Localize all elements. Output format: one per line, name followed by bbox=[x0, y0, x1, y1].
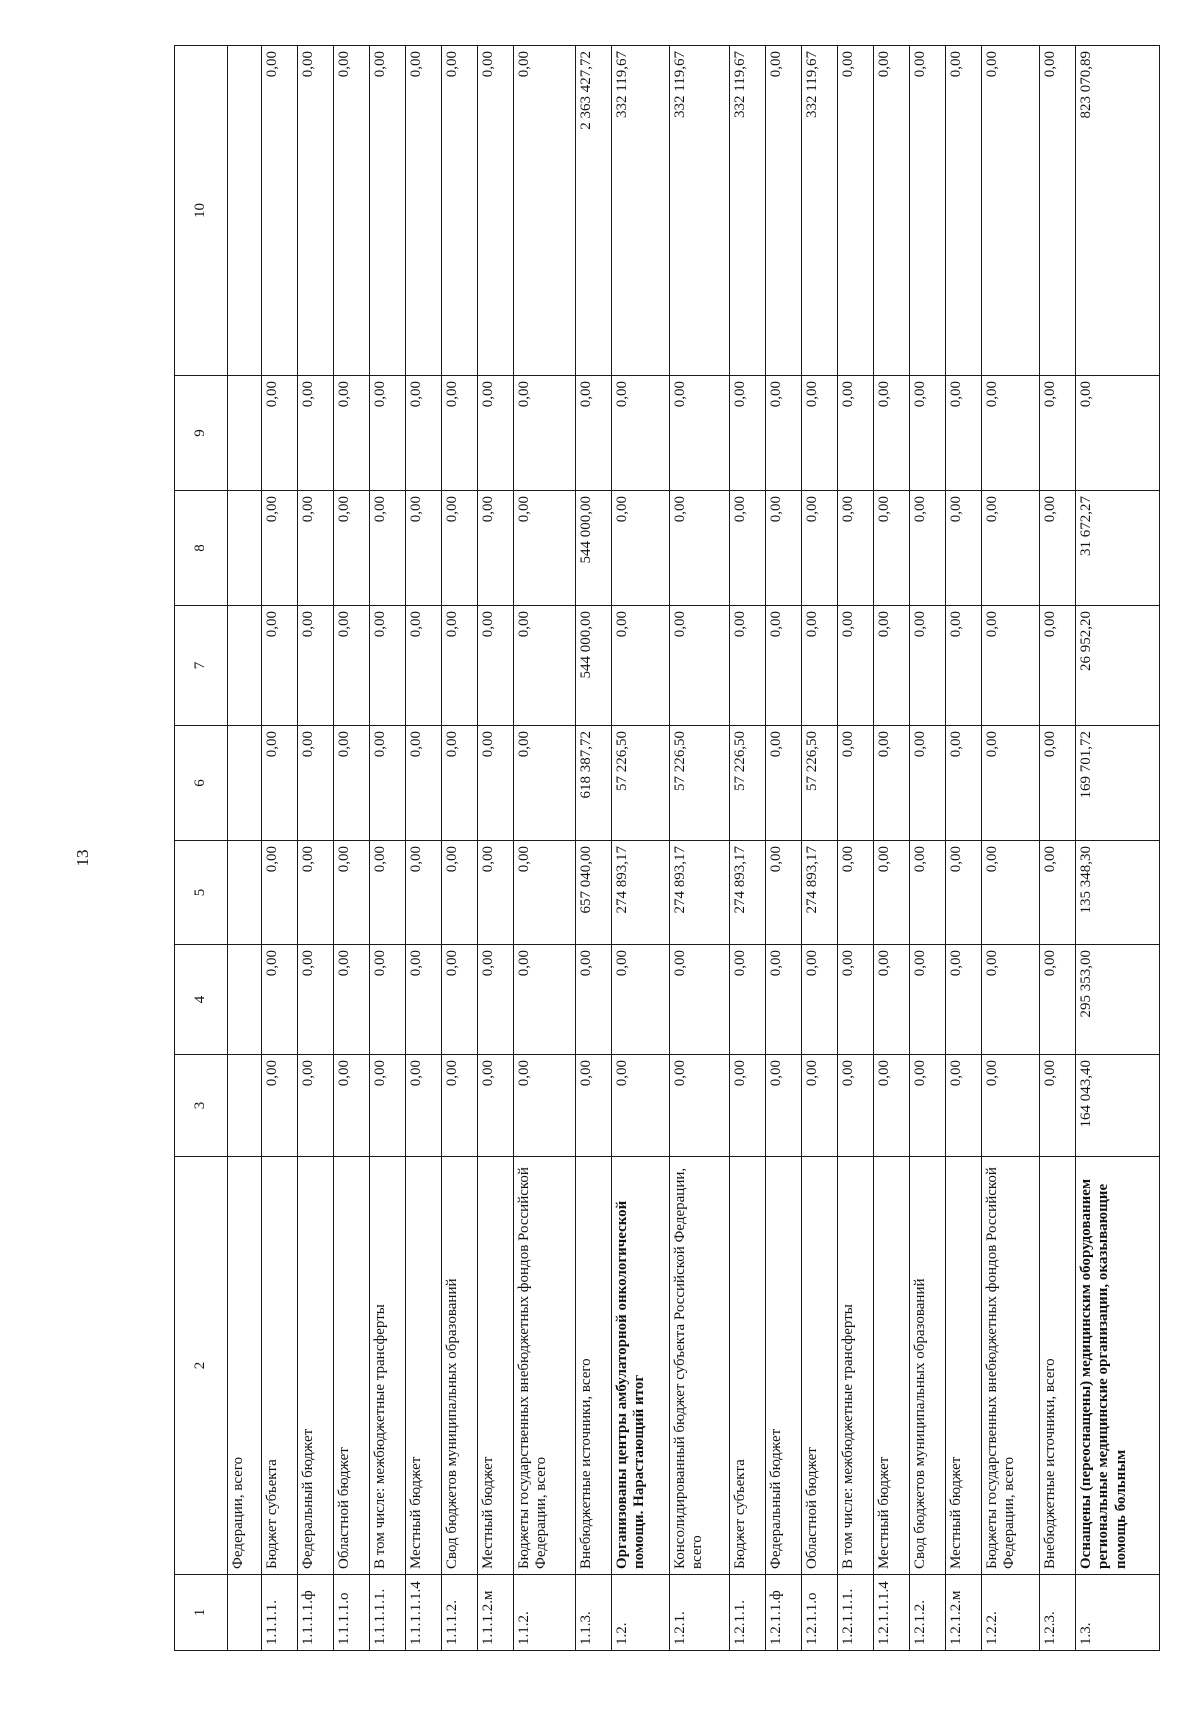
value-cell-col-5: 0,00 bbox=[478, 841, 514, 945]
value-cell-col-8: 0,00 bbox=[334, 491, 370, 606]
value-cell-col-6: 0,00 bbox=[298, 726, 334, 841]
row-code: 1.2.3. bbox=[1040, 1575, 1076, 1651]
value-cell-col-3: 0,00 bbox=[612, 1055, 670, 1157]
row-name: Местный бюджет bbox=[406, 1157, 442, 1575]
row-name: Местный бюджет bbox=[946, 1157, 982, 1575]
value-cell-col-8: 0,00 bbox=[670, 491, 730, 606]
value-cell-col-9: 0,00 bbox=[478, 376, 514, 491]
value-cell-col-6: 0,00 bbox=[910, 726, 946, 841]
row-code: 1.1.1.2. bbox=[442, 1575, 478, 1651]
value-cell-col-10: 0,00 bbox=[514, 46, 576, 376]
table-header bbox=[175, 46, 228, 1651]
value-cell-col-10: 332 119,67 bbox=[730, 46, 766, 376]
column-header-5: 5 bbox=[175, 841, 228, 945]
value-cell-col-7: 0,00 bbox=[612, 606, 670, 726]
value-cell-col-5: 0,00 bbox=[946, 841, 982, 945]
row-name: Организованы центры амбулаторной онкологической помощи. Нарастающий итог bbox=[612, 1157, 670, 1575]
row-code: 1.2.1.1.1. bbox=[838, 1575, 874, 1651]
value-cell-col-10: 0,00 bbox=[334, 46, 370, 376]
value-cell-col-3: 0,00 bbox=[478, 1055, 514, 1157]
value-cell-col-6: 0,00 bbox=[838, 726, 874, 841]
value-cell-col-10 bbox=[228, 46, 262, 376]
table-row bbox=[612, 46, 670, 1651]
value-cell-col-8: 0,00 bbox=[910, 491, 946, 606]
row-code: 1.2.1.1.ф bbox=[766, 1575, 802, 1651]
table-row bbox=[262, 46, 298, 1651]
value-cell-col-8: 0,00 bbox=[514, 491, 576, 606]
table-row bbox=[334, 46, 370, 1651]
table-row bbox=[802, 46, 838, 1651]
value-cell-col-4: 0,00 bbox=[874, 945, 910, 1055]
value-cell-col-7: 0,00 bbox=[730, 606, 766, 726]
value-cell-col-3: 0,00 bbox=[730, 1055, 766, 1157]
row-name: Местный бюджет bbox=[874, 1157, 910, 1575]
value-cell-col-5: 274 893,17 bbox=[670, 841, 730, 945]
table-row bbox=[946, 46, 982, 1651]
value-cell-col-10: 0,00 bbox=[838, 46, 874, 376]
row-name: Областной бюджет bbox=[334, 1157, 370, 1575]
value-cell-col-4: 0,00 bbox=[910, 945, 946, 1055]
value-cell-col-7: 0,00 bbox=[478, 606, 514, 726]
row-code: 1.1.1.1.1. bbox=[370, 1575, 406, 1651]
value-cell-col-9: 0,00 bbox=[1040, 376, 1076, 491]
column-header-3: 3 bbox=[175, 1055, 228, 1157]
value-cell-col-7: 0,00 bbox=[982, 606, 1040, 726]
value-cell-col-9: 0,00 bbox=[1076, 376, 1160, 491]
table-body bbox=[228, 46, 1160, 1651]
value-cell-col-9: 0,00 bbox=[802, 376, 838, 491]
value-cell-col-10: 332 119,67 bbox=[802, 46, 838, 376]
value-cell-col-3: 0,00 bbox=[670, 1055, 730, 1157]
value-cell-col-4: 0,00 bbox=[612, 945, 670, 1055]
value-cell-col-7: 0,00 bbox=[910, 606, 946, 726]
row-code: 1.1.1.1.о bbox=[334, 1575, 370, 1651]
row-name: Внебюджетные источники, всего bbox=[1040, 1157, 1076, 1575]
value-cell-col-5: 0,00 bbox=[766, 841, 802, 945]
value-cell-col-9: 0,00 bbox=[910, 376, 946, 491]
value-cell-col-8: 0,00 bbox=[946, 491, 982, 606]
value-cell-col-5: 274 893,17 bbox=[730, 841, 766, 945]
value-cell-col-7: 0,00 bbox=[1040, 606, 1076, 726]
value-cell-col-9: 0,00 bbox=[298, 376, 334, 491]
row-name: Федеральный бюджет bbox=[766, 1157, 802, 1575]
value-cell-col-4: 0,00 bbox=[730, 945, 766, 1055]
value-cell-col-7: 0,00 bbox=[802, 606, 838, 726]
row-code: 1.2.2. bbox=[982, 1575, 1040, 1651]
value-cell-col-3: 0,00 bbox=[910, 1055, 946, 1157]
value-cell-col-4: 0,00 bbox=[514, 945, 576, 1055]
row-name: Консолидированный бюджет субъекта Российской Федерации, всего bbox=[670, 1157, 730, 1575]
table-row bbox=[670, 46, 730, 1651]
value-cell-col-7: 0,00 bbox=[334, 606, 370, 726]
row-code: 1.1.1.2.м bbox=[478, 1575, 514, 1651]
value-cell-col-8: 0,00 bbox=[802, 491, 838, 606]
value-cell-col-8: 544 000,00 bbox=[576, 491, 612, 606]
value-cell-col-10: 0,00 bbox=[1040, 46, 1076, 376]
table-row bbox=[1040, 46, 1076, 1651]
value-cell-col-4: 0,00 bbox=[802, 945, 838, 1055]
value-cell-col-6: 0,00 bbox=[766, 726, 802, 841]
row-name: Свод бюджетов муниципальных образований bbox=[910, 1157, 946, 1575]
value-cell-col-8: 0,00 bbox=[612, 491, 670, 606]
value-cell-col-3: 0,00 bbox=[334, 1055, 370, 1157]
value-cell-col-10: 0,00 bbox=[874, 46, 910, 376]
value-cell-col-6: 0,00 bbox=[946, 726, 982, 841]
value-cell-col-4: 0,00 bbox=[838, 945, 874, 1055]
value-cell-col-10: 2 363 427,72 bbox=[576, 46, 612, 376]
table-row bbox=[766, 46, 802, 1651]
value-cell-col-5: 0,00 bbox=[514, 841, 576, 945]
value-cell-col-6: 57 226,50 bbox=[730, 726, 766, 841]
value-cell-col-3: 0,00 bbox=[874, 1055, 910, 1157]
value-cell-col-9: 0,00 bbox=[730, 376, 766, 491]
value-cell-col-9: 0,00 bbox=[442, 376, 478, 491]
value-cell-col-4: 0,00 bbox=[298, 945, 334, 1055]
value-cell-col-4: 0,00 bbox=[262, 945, 298, 1055]
value-cell-col-3: 0,00 bbox=[576, 1055, 612, 1157]
value-cell-col-9: 0,00 bbox=[514, 376, 576, 491]
value-cell-col-4: 295 353,00 bbox=[1076, 945, 1160, 1055]
row-name: В том числе: межбюджетные трансферты bbox=[838, 1157, 874, 1575]
table-row bbox=[576, 46, 612, 1651]
table-row bbox=[874, 46, 910, 1651]
value-cell-col-9: 0,00 bbox=[670, 376, 730, 491]
value-cell-col-8: 0,00 bbox=[478, 491, 514, 606]
value-cell-col-4: 0,00 bbox=[576, 945, 612, 1055]
row-name: Оснащены (переоснащены) медицинским оборудованием региональные медицинские организации, оказывающие помощь больным bbox=[1076, 1157, 1160, 1575]
value-cell-col-8: 0,00 bbox=[874, 491, 910, 606]
row-code: 1.2.1. bbox=[670, 1575, 730, 1651]
value-cell-col-9: 0,00 bbox=[334, 376, 370, 491]
value-cell-col-6: 0,00 bbox=[442, 726, 478, 841]
row-code: 1.2.1.1. bbox=[730, 1575, 766, 1651]
value-cell-col-3: 0,00 bbox=[802, 1055, 838, 1157]
value-cell-col-8: 0,00 bbox=[1040, 491, 1076, 606]
value-cell-col-4: 0,00 bbox=[334, 945, 370, 1055]
value-cell-col-9: 0,00 bbox=[262, 376, 298, 491]
value-cell-col-4: 0,00 bbox=[370, 945, 406, 1055]
value-cell-col-9 bbox=[228, 376, 262, 491]
value-cell-col-3: 0,00 bbox=[442, 1055, 478, 1157]
table-row bbox=[228, 46, 262, 1651]
value-cell-col-10: 0,00 bbox=[370, 46, 406, 376]
row-code: 1.2.1.2.м bbox=[946, 1575, 982, 1651]
value-cell-col-7: 0,00 bbox=[946, 606, 982, 726]
value-cell-col-7: 0,00 bbox=[670, 606, 730, 726]
row-name: Федерации, всего bbox=[228, 1157, 262, 1575]
value-cell-col-9: 0,00 bbox=[874, 376, 910, 491]
value-cell-col-3: 0,00 bbox=[946, 1055, 982, 1157]
value-cell-col-4: 0,00 bbox=[1040, 945, 1076, 1055]
value-cell-col-5: 0,00 bbox=[910, 841, 946, 945]
value-cell-col-10: 0,00 bbox=[442, 46, 478, 376]
column-header-8: 8 bbox=[175, 491, 228, 606]
value-cell-col-10: 332 119,67 bbox=[670, 46, 730, 376]
row-code: 1.1.1.1.ф bbox=[298, 1575, 334, 1651]
value-cell-col-10: 0,00 bbox=[946, 46, 982, 376]
value-cell-col-5: 657 040,00 bbox=[576, 841, 612, 945]
value-cell-col-9: 0,00 bbox=[370, 376, 406, 491]
column-header-9: 9 bbox=[175, 376, 228, 491]
value-cell-col-7: 0,00 bbox=[298, 606, 334, 726]
value-cell-col-6: 0,00 bbox=[478, 726, 514, 841]
value-cell-col-4: 0,00 bbox=[670, 945, 730, 1055]
value-cell-col-10: 0,00 bbox=[478, 46, 514, 376]
value-cell-col-5: 0,00 bbox=[1040, 841, 1076, 945]
table-row bbox=[442, 46, 478, 1651]
column-header-6: 6 bbox=[175, 726, 228, 841]
value-cell-col-6: 0,00 bbox=[262, 726, 298, 841]
value-cell-col-8: 0,00 bbox=[370, 491, 406, 606]
row-code: 1.2.1.1.1.4 bbox=[874, 1575, 910, 1651]
value-cell-col-4: 0,00 bbox=[442, 945, 478, 1055]
table-row bbox=[730, 46, 766, 1651]
value-cell-col-5: 0,00 bbox=[298, 841, 334, 945]
value-cell-col-10: 0,00 bbox=[982, 46, 1040, 376]
value-cell-col-5: 0,00 bbox=[874, 841, 910, 945]
value-cell-col-8: 0,00 bbox=[262, 491, 298, 606]
value-cell-col-7 bbox=[228, 606, 262, 726]
value-cell-col-7: 0,00 bbox=[766, 606, 802, 726]
table-row bbox=[298, 46, 334, 1651]
value-cell-col-5: 0,00 bbox=[262, 841, 298, 945]
row-code: 1.2. bbox=[612, 1575, 670, 1651]
value-cell-col-8: 0,00 bbox=[838, 491, 874, 606]
value-cell-col-3: 0,00 bbox=[370, 1055, 406, 1157]
column-header-1: 1 bbox=[175, 1575, 228, 1651]
value-cell-col-7: 0,00 bbox=[370, 606, 406, 726]
rotated-page bbox=[174, 46, 1129, 1651]
value-cell-col-7: 0,00 bbox=[406, 606, 442, 726]
value-cell-col-10: 0,00 bbox=[262, 46, 298, 376]
value-cell-col-6: 57 226,50 bbox=[612, 726, 670, 841]
value-cell-col-6: 618 387,72 bbox=[576, 726, 612, 841]
value-cell-col-8: 0,00 bbox=[406, 491, 442, 606]
value-cell-col-10: 823 070,89 bbox=[1076, 46, 1160, 376]
value-cell-col-4: 0,00 bbox=[982, 945, 1040, 1055]
value-cell-col-7: 544 000,00 bbox=[576, 606, 612, 726]
value-cell-col-9: 0,00 bbox=[838, 376, 874, 491]
value-cell-col-3: 0,00 bbox=[262, 1055, 298, 1157]
row-code: 1.2.1.1.о bbox=[802, 1575, 838, 1651]
header-row bbox=[175, 46, 228, 1651]
value-cell-col-9: 0,00 bbox=[576, 376, 612, 491]
table-row bbox=[406, 46, 442, 1651]
table-row bbox=[1076, 46, 1160, 1651]
value-cell-col-5: 0,00 bbox=[838, 841, 874, 945]
value-cell-col-7: 0,00 bbox=[262, 606, 298, 726]
value-cell-col-10: 0,00 bbox=[766, 46, 802, 376]
row-name: Бюджет субъекта bbox=[262, 1157, 298, 1575]
value-cell-col-10: 332 119,67 bbox=[612, 46, 670, 376]
row-name: Областной бюджет bbox=[802, 1157, 838, 1575]
value-cell-col-3: 0,00 bbox=[838, 1055, 874, 1157]
value-cell-col-8: 0,00 bbox=[766, 491, 802, 606]
value-cell-col-8: 0,00 bbox=[442, 491, 478, 606]
value-cell-col-3: 0,00 bbox=[982, 1055, 1040, 1157]
value-cell-col-7: 0,00 bbox=[442, 606, 478, 726]
row-name: В том числе: межбюджетные трансферты bbox=[370, 1157, 406, 1575]
value-cell-col-3: 0,00 bbox=[298, 1055, 334, 1157]
value-cell-col-5: 135 348,30 bbox=[1076, 841, 1160, 945]
value-cell-col-9: 0,00 bbox=[946, 376, 982, 491]
row-code: 1.1.1.1.1.4 bbox=[406, 1575, 442, 1651]
value-cell-col-8: 0,00 bbox=[298, 491, 334, 606]
value-cell-col-5: 0,00 bbox=[406, 841, 442, 945]
row-code: 1.2.1.2. bbox=[910, 1575, 946, 1651]
value-cell-col-9: 0,00 bbox=[406, 376, 442, 491]
table-row bbox=[838, 46, 874, 1651]
value-cell-col-8: 0,00 bbox=[730, 491, 766, 606]
table-row bbox=[982, 46, 1040, 1651]
value-cell-col-8: 31 672,27 bbox=[1076, 491, 1160, 606]
value-cell-col-5: 274 893,17 bbox=[802, 841, 838, 945]
row-code: 1.1.3. bbox=[576, 1575, 612, 1651]
value-cell-col-3: 0,00 bbox=[1040, 1055, 1076, 1157]
value-cell-col-3: 164 043,40 bbox=[1076, 1055, 1160, 1157]
value-cell-col-5 bbox=[228, 841, 262, 945]
row-name: Местный бюджет bbox=[478, 1157, 514, 1575]
value-cell-col-3: 0,00 bbox=[766, 1055, 802, 1157]
row-name: Федеральный бюджет bbox=[298, 1157, 334, 1575]
value-cell-col-7: 0,00 bbox=[514, 606, 576, 726]
value-cell-col-4 bbox=[228, 945, 262, 1055]
page-number: 13 bbox=[73, 849, 92, 867]
value-cell-col-6: 57 226,50 bbox=[670, 726, 730, 841]
value-cell-col-5: 0,00 bbox=[442, 841, 478, 945]
value-cell-col-6 bbox=[228, 726, 262, 841]
value-cell-col-7: 0,00 bbox=[838, 606, 874, 726]
value-cell-col-6: 0,00 bbox=[334, 726, 370, 841]
value-cell-col-5: 0,00 bbox=[370, 841, 406, 945]
value-cell-col-5: 0,00 bbox=[334, 841, 370, 945]
value-cell-col-7: 0,00 bbox=[874, 606, 910, 726]
row-code bbox=[228, 1575, 262, 1651]
row-name: Бюджеты государственных внебюджетных фондов Российской Федерации, всего bbox=[514, 1157, 576, 1575]
value-cell-col-9: 0,00 bbox=[982, 376, 1040, 491]
row-name: Бюджет субъекта bbox=[730, 1157, 766, 1575]
value-cell-col-6: 0,00 bbox=[982, 726, 1040, 841]
row-name: Свод бюджетов муниципальных образований bbox=[442, 1157, 478, 1575]
value-cell-col-6: 57 226,50 bbox=[802, 726, 838, 841]
value-cell-col-9: 0,00 bbox=[612, 376, 670, 491]
value-cell-col-8 bbox=[228, 491, 262, 606]
value-cell-col-10: 0,00 bbox=[910, 46, 946, 376]
value-cell-col-4: 0,00 bbox=[766, 945, 802, 1055]
value-cell-col-6: 0,00 bbox=[406, 726, 442, 841]
row-code: 1.1.1.1. bbox=[262, 1575, 298, 1651]
value-cell-col-6: 169 701,72 bbox=[1076, 726, 1160, 841]
column-header-7: 7 bbox=[175, 606, 228, 726]
value-cell-col-4: 0,00 bbox=[406, 945, 442, 1055]
row-code: 1.3. bbox=[1076, 1575, 1160, 1651]
value-cell-col-6: 0,00 bbox=[1040, 726, 1076, 841]
value-cell-col-8: 0,00 bbox=[982, 491, 1040, 606]
value-cell-col-10: 0,00 bbox=[406, 46, 442, 376]
value-cell-col-4: 0,00 bbox=[478, 945, 514, 1055]
value-cell-col-7: 26 952,20 bbox=[1076, 606, 1160, 726]
row-name: Внебюджетные источники, всего bbox=[576, 1157, 612, 1575]
row-code: 1.1.2. bbox=[514, 1575, 576, 1651]
table-row bbox=[370, 46, 406, 1651]
column-header-2: 2 bbox=[175, 1157, 228, 1575]
table-row bbox=[514, 46, 576, 1651]
table-row bbox=[910, 46, 946, 1651]
table-row bbox=[478, 46, 514, 1651]
value-cell-col-5: 0,00 bbox=[982, 841, 1040, 945]
row-name: Бюджеты государственных внебюджетных фондов Российской Федерации, всего bbox=[982, 1157, 1040, 1575]
value-cell-col-3 bbox=[228, 1055, 262, 1157]
value-cell-col-3: 0,00 bbox=[514, 1055, 576, 1157]
value-cell-col-6: 0,00 bbox=[370, 726, 406, 841]
column-header-10: 10 bbox=[175, 46, 228, 376]
column-header-4: 4 bbox=[175, 945, 228, 1055]
value-cell-col-6: 0,00 bbox=[874, 726, 910, 841]
value-cell-col-6: 0,00 bbox=[514, 726, 576, 841]
value-cell-col-3: 0,00 bbox=[406, 1055, 442, 1157]
budget-table bbox=[174, 45, 1160, 1651]
value-cell-col-10: 0,00 bbox=[298, 46, 334, 376]
value-cell-col-5: 274 893,17 bbox=[612, 841, 670, 945]
value-cell-col-4: 0,00 bbox=[946, 945, 982, 1055]
value-cell-col-9: 0,00 bbox=[766, 376, 802, 491]
